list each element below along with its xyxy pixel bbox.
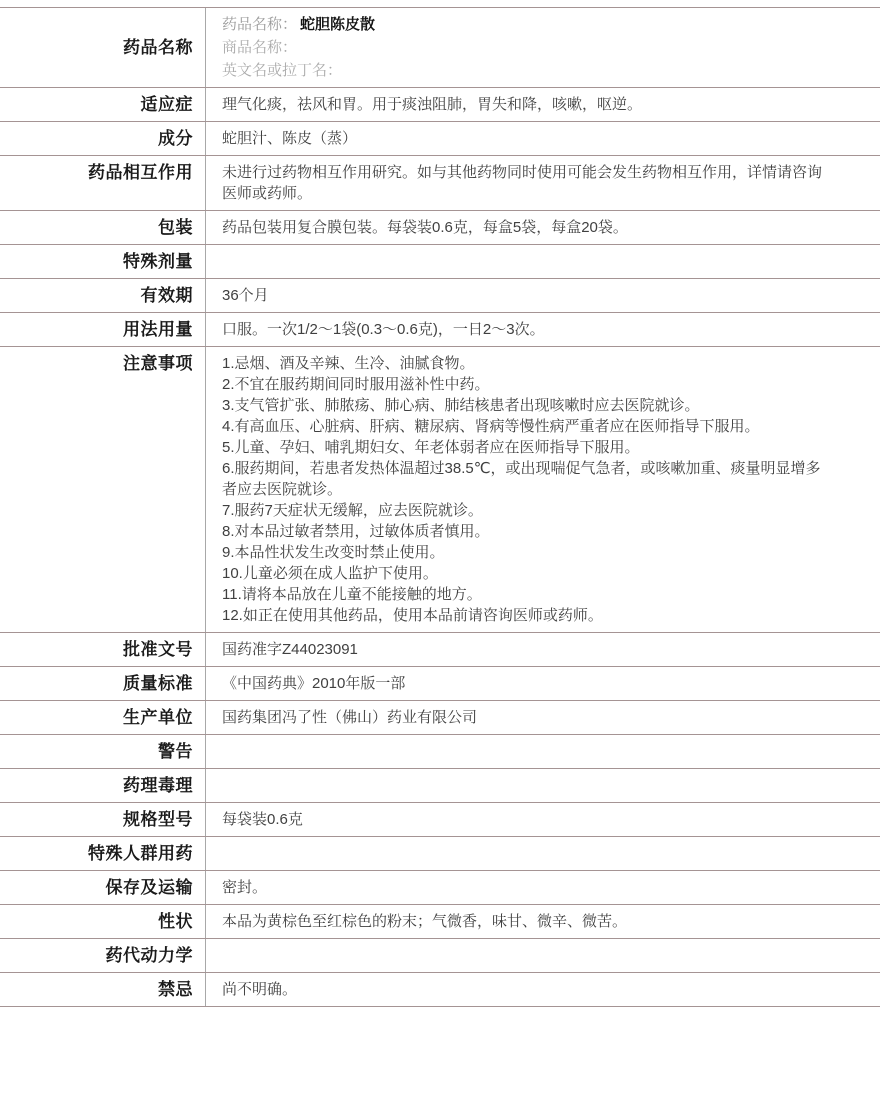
row-label [0, 88, 205, 121]
table-row [0, 211, 880, 245]
row-content: 每袋装0.6克 [205, 803, 880, 836]
table-row [0, 88, 880, 122]
row-label-text: 适应症 [140, 95, 193, 114]
row-content [205, 735, 880, 768]
row-content [205, 837, 880, 870]
table-row [0, 245, 880, 279]
note-line: 10.儿童必须在成人监护下使用。 [222, 565, 438, 582]
row-label [0, 633, 205, 666]
note-line: 12.如正在使用其他药品，使用本品前请咨询医师或药师。 [222, 607, 603, 624]
row-label-text: 禁忌 [158, 980, 193, 999]
drug-name-line [222, 13, 835, 36]
row-label-text: 药代动力学 [105, 946, 193, 965]
note-line: 11.请将本品放在儿童不能接触的地方。 [222, 586, 482, 603]
drug-name-line [222, 59, 835, 82]
note-line: 2.不宜在服药期间同时服用滋补性中药。 [222, 376, 490, 393]
table-row [0, 667, 880, 701]
row-label [0, 156, 205, 210]
row-label [0, 973, 205, 1006]
table-row [0, 803, 880, 837]
row-label-text: 批准文号 [123, 640, 193, 659]
table-row [0, 279, 880, 313]
table-row [0, 939, 880, 973]
table-row [0, 973, 880, 1007]
row-content: 国药准字Z44023091 [205, 633, 880, 666]
row-label [0, 837, 205, 870]
row-content: 36个月 [205, 279, 880, 312]
row-label-text: 包装 [158, 218, 193, 237]
note-line: 4.有高血压、心脏病、肝病、糖尿病、肾病等慢性病严重者应在医师指导下服用。 [222, 418, 760, 435]
table-row [0, 769, 880, 803]
row-content: 药品包装用复合膜包装。每袋装0.6克，每盒5袋，每盒20袋。 [205, 211, 880, 244]
row-content: 蛇胆汁、陈皮（蒸） [205, 122, 880, 155]
note-line: 8.对本品过敏者禁用，过敏体质者慎用。 [222, 523, 490, 540]
row-label [0, 122, 205, 155]
row-label [0, 313, 205, 346]
table-row [0, 905, 880, 939]
row-content [205, 8, 880, 87]
table-row [0, 156, 880, 211]
note-line: 5.儿童、孕妇、哺乳期妇女、年老体弱者应在医师指导下服用。 [222, 439, 640, 456]
row-label [0, 769, 205, 802]
row-label-text: 用法用量 [123, 320, 193, 339]
field-label: 药品名称： [222, 16, 298, 33]
row-content: 口服。一次1/2～1袋(0.3～0.6克)，一日2～3次。 [205, 313, 880, 346]
note-line: 1.忌烟、酒及辛辣、生冷、油腻食物。 [222, 355, 475, 372]
row-label [0, 245, 205, 278]
row-label [0, 279, 205, 312]
row-label-text: 质量标准 [123, 674, 193, 693]
row-content [205, 939, 880, 972]
table-row [0, 701, 880, 735]
field-label: 商品名称： [222, 39, 298, 56]
row-label [0, 211, 205, 244]
row-label-text: 有效期 [140, 286, 193, 305]
row-label-text: 药品相互作用 [88, 163, 193, 182]
row-label-text: 成分 [158, 129, 193, 148]
table-row [0, 347, 880, 633]
table-row [0, 633, 880, 667]
row-content: 未进行过药物相互作用研究。如与其他药物同时使用可能会发生药物相互作用，详情请咨询医师或药师。 [205, 156, 880, 210]
row-label [0, 735, 205, 768]
table-row [0, 871, 880, 905]
row-label-text: 保存及运输 [105, 878, 193, 897]
row-label-text: 警告 [158, 742, 193, 761]
row-content: 《中国药典》2010年版一部 [205, 667, 880, 700]
drug-name-value: 蛇胆陈皮散 [300, 16, 376, 33]
note-line: 6.服药期间，若患者发热体温超过38.5℃，或出现喘促气急者，或咳嗽加重、痰量明显增多者应去医院就诊。 [222, 460, 821, 498]
note-line: 9.本品性状发生改变时禁止使用。 [222, 544, 445, 561]
row-label [0, 939, 205, 972]
note-line: 7.服药7天症状无缓解，应去医院就诊。 [222, 502, 483, 519]
row-label-text: 药品名称 [123, 38, 193, 57]
row-label [0, 871, 205, 904]
note-line: 3.支气管扩张、肺脓疡、肺心病、肺结核患者出现咳嗽时应去医院就诊。 [222, 397, 700, 414]
row-label [0, 905, 205, 938]
row-label-text: 性状 [158, 912, 193, 931]
drug-info-table [0, 7, 880, 1007]
row-content: 国药集团冯了性（佛山）药业有限公司 [205, 701, 880, 734]
row-label-text: 生产单位 [123, 708, 193, 727]
row-content [205, 347, 880, 632]
row-label-text: 注意事项 [123, 354, 193, 373]
row-label-text: 特殊人群用药 [88, 844, 193, 863]
row-label [0, 803, 205, 836]
row-label-text: 规格型号 [123, 810, 193, 829]
field-label: 英文名或拉丁名： [222, 62, 343, 79]
row-content: 本品为黄棕色至红棕色的粉末；气微香，味甘、微辛、微苦。 [205, 905, 880, 938]
table-row [0, 313, 880, 347]
table-row [0, 122, 880, 156]
row-content: 密封。 [205, 871, 880, 904]
row-content: 尚不明确。 [205, 973, 880, 1006]
table-row [0, 8, 880, 88]
row-content [205, 769, 880, 802]
row-label-text: 特殊剂量 [123, 252, 193, 271]
row-content: 理气化痰，祛风和胃。用于痰浊阻肺，胃失和降，咳嗽，呕逆。 [205, 88, 880, 121]
table-row [0, 735, 880, 769]
row-label [0, 701, 205, 734]
row-content [205, 245, 880, 278]
row-label [0, 667, 205, 700]
row-label-text: 药理毒理 [123, 776, 193, 795]
row-label [0, 8, 205, 87]
row-label [0, 347, 205, 632]
table-row [0, 837, 880, 871]
drug-name-line [222, 36, 835, 59]
